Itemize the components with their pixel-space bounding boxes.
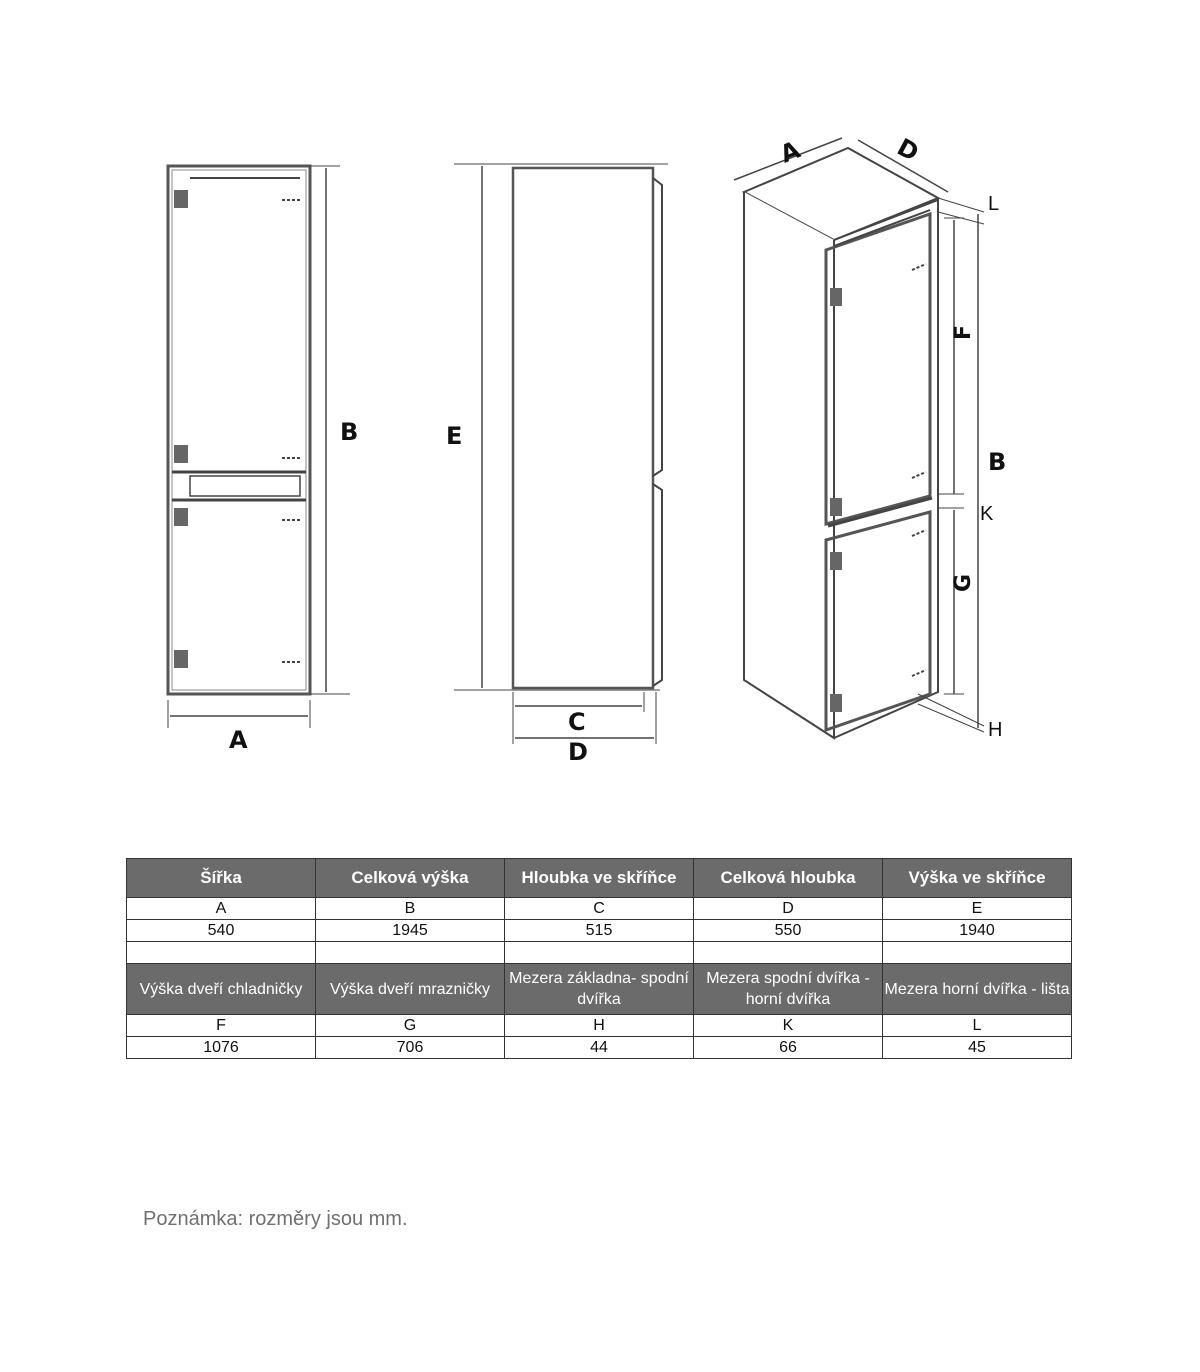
value-cell: 1945 (316, 920, 505, 942)
header-cell: Mezera horní dvířka - lišta (883, 964, 1072, 1015)
value-cell: 45 (883, 1037, 1072, 1059)
value-cell: 66 (694, 1037, 883, 1059)
side-label-d: D (568, 738, 588, 766)
dimensions-table (126, 858, 1072, 1059)
iso-label-b: B (988, 448, 1007, 476)
letter-cell: B (316, 898, 505, 920)
value-cell: 706 (316, 1037, 505, 1059)
iso-label-l: L (988, 193, 1000, 215)
letter-cell: C (505, 898, 694, 920)
front-label-b: B (340, 418, 359, 446)
letter-row-2 (127, 1015, 1072, 1037)
letter-cell: D (694, 898, 883, 920)
value-cell: 540 (127, 920, 316, 942)
iso-label-f: F (951, 324, 976, 340)
header-cell: Celková výška (316, 859, 505, 898)
spacer-cell (883, 942, 1072, 964)
value-cell: 550 (694, 920, 883, 942)
spacer-cell (316, 942, 505, 964)
letter-row-1 (127, 898, 1072, 920)
letter-cell: H (505, 1015, 694, 1037)
header-cell: Výška dveří chladničky (127, 964, 316, 1015)
spacer-cell (505, 942, 694, 964)
value-row-1 (127, 920, 1072, 942)
front-view (168, 166, 350, 728)
iso-label-a: A (776, 135, 804, 169)
value-cell: 1940 (883, 920, 1072, 942)
side-label-e: E (446, 422, 463, 450)
letter-cell: L (883, 1015, 1072, 1037)
letter-cell: E (883, 898, 1072, 920)
header-row-1 (127, 859, 1072, 898)
spacer-row (127, 942, 1072, 964)
letter-cell: G (316, 1015, 505, 1037)
value-cell: 1076 (127, 1037, 316, 1059)
header-cell: Celková hloubka (694, 859, 883, 898)
header-cell: Výška dveří mrazničky (316, 964, 505, 1015)
spacer-cell (127, 942, 316, 964)
value-cell: 44 (505, 1037, 694, 1059)
iso-label-d: D (892, 132, 924, 168)
header-cell: Výška ve skříňce (883, 859, 1072, 898)
iso-label-h: H (988, 719, 1003, 741)
header-cell: Hloubka ve skříňce (505, 859, 694, 898)
header-cell: Šířka (127, 859, 316, 898)
units-note: Poznámka: rozměry jsou mm. (143, 1208, 408, 1230)
header-cell: Mezera základna- spodní dvířka (505, 964, 694, 1015)
header-cell: Mezera spodní dvířka - horní dvířka (694, 964, 883, 1015)
value-row-2 (127, 1037, 1072, 1059)
iso-label-k: K (980, 503, 994, 525)
letter-cell: K (694, 1015, 883, 1037)
side-label-c: C (568, 708, 586, 736)
side-view (454, 164, 668, 744)
letter-cell: A (127, 898, 316, 920)
front-label-a: A (229, 726, 248, 754)
iso-view (734, 135, 984, 738)
iso-label-g: G (951, 573, 976, 592)
value-cell: 515 (505, 920, 694, 942)
letter-cell: F (127, 1015, 316, 1037)
spacer-cell (694, 942, 883, 964)
header-row-2 (127, 964, 1072, 1015)
